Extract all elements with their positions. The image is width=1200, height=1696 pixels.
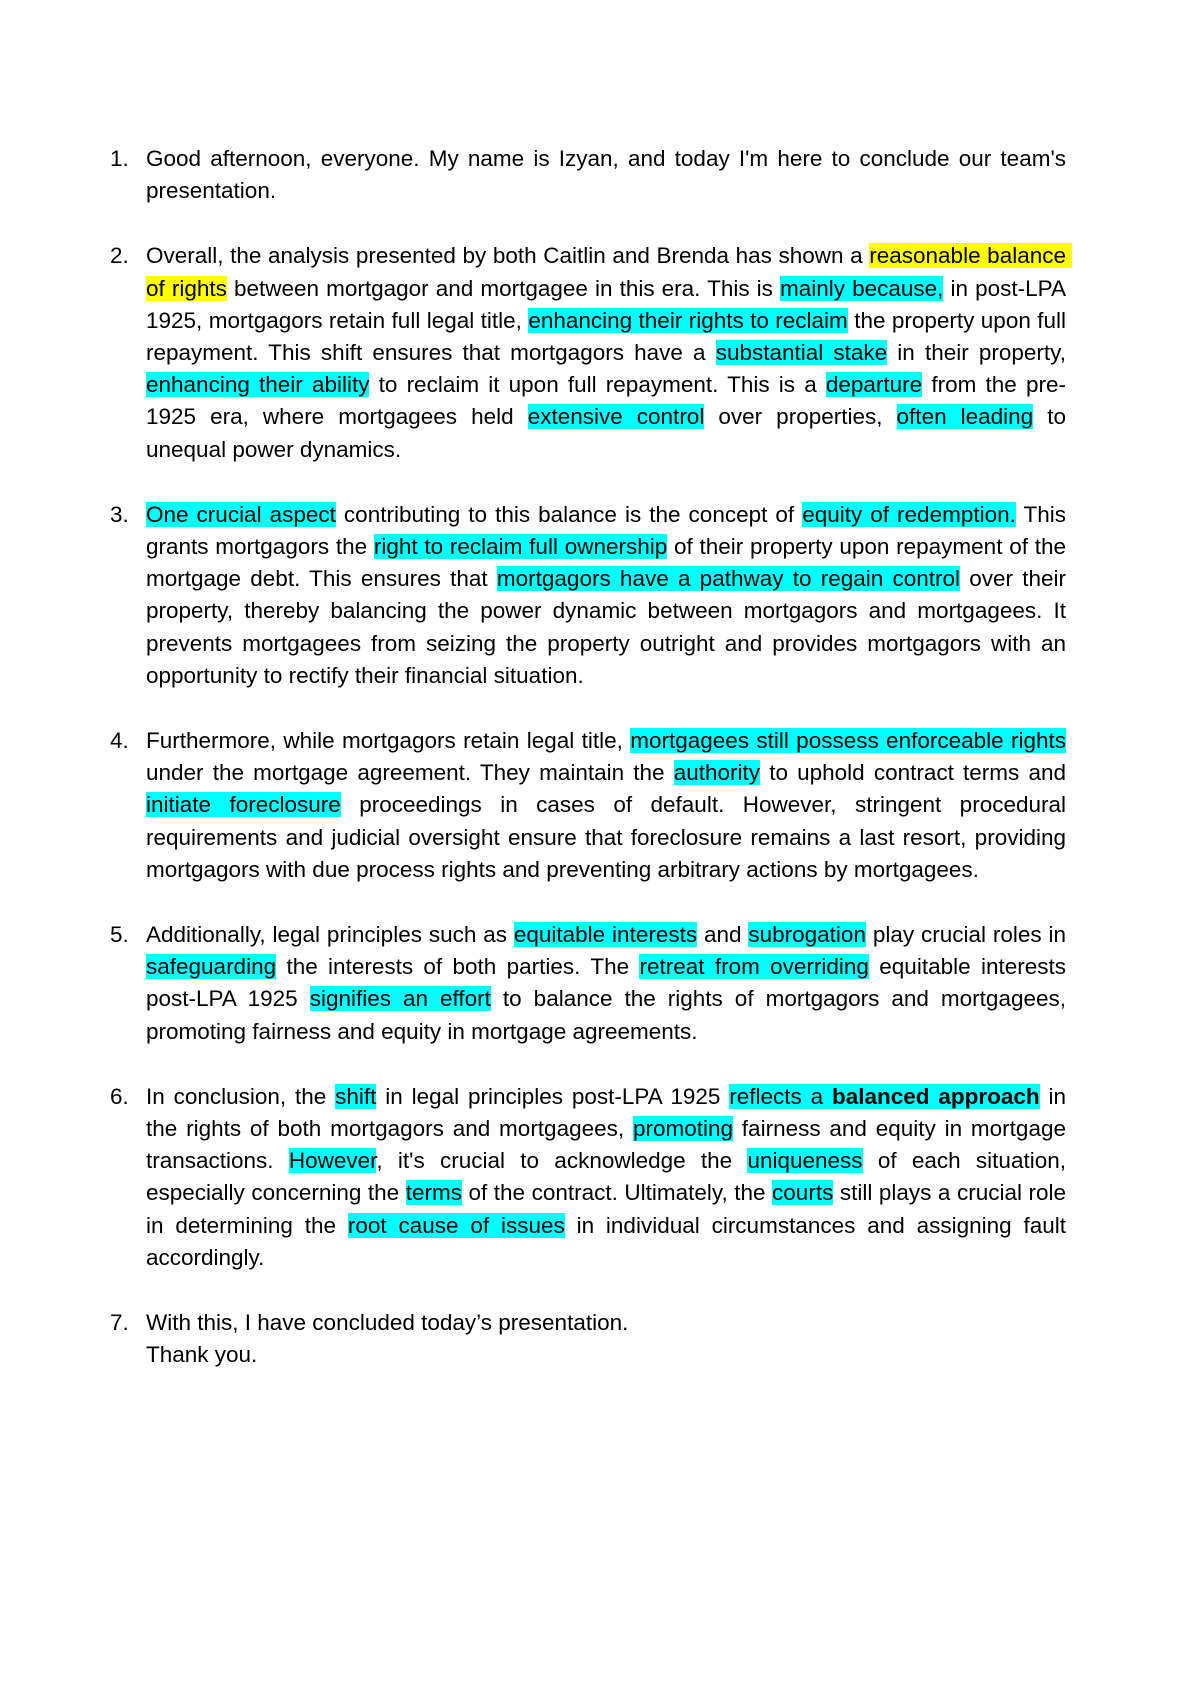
highlighted-phrase: departure bbox=[825, 372, 923, 398]
list-item-number: 7. bbox=[110, 1310, 129, 1336]
list-item-text bbox=[146, 919, 1073, 1048]
text-segment: Additionally, legal principles such as bbox=[146, 922, 514, 948]
text-segment: from the pre-1925 era, where mortgagees held bbox=[146, 372, 1066, 430]
text-segment: in individual circumstances and assigning fault accordingly. bbox=[146, 1212, 1073, 1270]
list-item-text bbox=[146, 1081, 1073, 1274]
highlighted-phrase: courts bbox=[772, 1180, 834, 1206]
list-item-text bbox=[146, 499, 1073, 692]
highlighted-phrase: reflects a bbox=[729, 1083, 832, 1109]
text-segment: to uphold contract terms and bbox=[760, 760, 1073, 786]
highlighted-phrase: mainly because, bbox=[780, 275, 944, 301]
text-segment: play crucial roles in bbox=[865, 922, 1073, 948]
text-segment: Overall, the analysis presented by both Caitlin and Brenda has shown a bbox=[146, 243, 870, 269]
list-item bbox=[110, 499, 1073, 692]
highlighted-phrase: equity of redemption. bbox=[802, 501, 1016, 527]
text-segment: of their property upon repayment of the mortgage debt. This ensures that bbox=[146, 534, 1073, 592]
highlighted-phrase: promoting bbox=[632, 1116, 733, 1142]
list-item-text bbox=[146, 143, 1073, 207]
highlighted-phrase: authority bbox=[673, 760, 761, 786]
list-item-text bbox=[146, 1307, 1066, 1371]
text-segment: the property upon full repayment. This shift ensures that mortgagors have a bbox=[146, 307, 1073, 366]
highlighted-phrase: substantial stake bbox=[715, 340, 888, 366]
highlighted-phrase: equitable interests bbox=[513, 922, 698, 948]
highlighted-phrase: right to reclaim full ownership bbox=[373, 534, 668, 560]
highlighted-phrase: reasonable balance of rights bbox=[146, 243, 1073, 301]
list-item bbox=[110, 143, 1073, 207]
text-segment: and bbox=[697, 922, 749, 948]
highlighted-phrase: uniqueness bbox=[747, 1148, 863, 1174]
list-item bbox=[110, 919, 1073, 1048]
text-segment: in post-LPA 1925, mortgagors retain full legal title, bbox=[146, 275, 1073, 333]
text-segment: equitable interests post-LPA 1925 bbox=[146, 954, 1073, 1012]
highlighted-phrase: mortgagors have a pathway to regain control bbox=[496, 566, 961, 592]
highlighted-phrase: signifies an effort bbox=[309, 986, 491, 1012]
text-segment: In conclusion, the bbox=[146, 1083, 336, 1109]
text-segment: over their property, thereby balancing the power dynamic between mortgagors and mortgagees. It prevents mortgagees from seizing the property outright and provides mortgagors with an opportunity to rectify their financial situation. bbox=[146, 566, 1073, 688]
text-segment: With this, I have concluded today’s presentation. bbox=[146, 1310, 629, 1336]
list-item bbox=[110, 240, 1073, 465]
text-segment: fairness and equity in mortgage transactions. bbox=[146, 1116, 1073, 1174]
text-segment: proceedings in cases of default. However, stringent procedural requirements and judicial oversight ensure that foreclosure remains a last resort, providing mortgagors with due process rights and preventing arbitrary actions by mortgagees. bbox=[146, 792, 1073, 882]
text-segment: under the mortgage agreement. They maintain the bbox=[146, 728, 1073, 786]
list-item-number: 3. bbox=[110, 501, 129, 527]
highlighted-phrase: However bbox=[288, 1148, 377, 1174]
highlighted-phrase: One crucial aspect bbox=[146, 501, 336, 527]
text-segment: This grants mortgagors the bbox=[146, 501, 1073, 560]
highlighted-phrase: enhancing their rights to reclaim bbox=[528, 307, 848, 333]
list-item-number: 1. bbox=[110, 146, 129, 171]
list-item-text bbox=[146, 725, 1073, 886]
list-item-number: 2. bbox=[110, 243, 129, 269]
text-segment: to reclaim it upon full repayment. This is a bbox=[369, 372, 826, 398]
list-item bbox=[110, 1081, 1073, 1274]
highlighted-phrase: root cause of issues bbox=[347, 1212, 565, 1238]
text-segment: of the contract. Ultimately, the bbox=[461, 1180, 773, 1206]
highlighted-phrase: enhancing their ability bbox=[146, 372, 370, 398]
highlighted-phrase: initiate foreclosure bbox=[146, 792, 341, 818]
numbered-list bbox=[110, 143, 1073, 1405]
text-segment: to unequal power dynamics. bbox=[146, 404, 1073, 462]
list-item-number: 6. bbox=[110, 1083, 129, 1109]
list-item-number: 5. bbox=[110, 922, 129, 948]
text-segment: Good afternoon, everyone. My name is Izyan, and today I'm here to conclude our team's presentation. bbox=[146, 146, 1073, 204]
highlighted-phrase: balanced approach bbox=[831, 1083, 1040, 1109]
text-segment: in legal principles post-LPA 1925 bbox=[376, 1083, 730, 1109]
text-segment: contributing to this balance is the concept of bbox=[335, 501, 803, 527]
text-segment: , it's crucial to acknowledge the bbox=[376, 1148, 748, 1174]
highlighted-phrase: mortgagees still possess enforceable rights bbox=[630, 728, 1067, 754]
text-segment: in the rights of both mortgagors and mortgagees, bbox=[146, 1083, 1073, 1142]
highlighted-phrase: subrogation bbox=[748, 922, 866, 948]
text-segment: in their property, bbox=[887, 340, 1073, 366]
text-segment: Thank you. bbox=[146, 1342, 258, 1368]
list-item-number: 4. bbox=[110, 728, 129, 754]
text-segment: to balance the rights of mortgagors and mortgagees, promoting fairness and equity in mortgage agreements. bbox=[146, 986, 1073, 1044]
highlighted-phrase: terms bbox=[405, 1180, 462, 1206]
list-item bbox=[110, 725, 1073, 886]
text-segment: over properties, bbox=[704, 404, 897, 430]
list-item-text bbox=[146, 240, 1073, 465]
highlighted-phrase: extensive control bbox=[527, 404, 705, 430]
list-item bbox=[110, 1307, 1066, 1371]
text-segment: Furthermore, while mortgagors retain legal title, bbox=[146, 728, 631, 754]
highlighted-phrase: shift bbox=[335, 1083, 377, 1109]
text-segment: the interests of both parties. The bbox=[276, 954, 640, 980]
highlighted-phrase: safeguarding bbox=[146, 954, 277, 980]
text-segment: still plays a crucial role in determining the bbox=[146, 1180, 1073, 1238]
text-segment: of each situation, especially concerning the bbox=[146, 1148, 1073, 1206]
text-segment: between mortgagor and mortgagee in this era. This is bbox=[226, 275, 781, 301]
highlighted-phrase: often leading bbox=[896, 404, 1034, 430]
highlighted-phrase: retreat from overriding bbox=[639, 954, 869, 980]
